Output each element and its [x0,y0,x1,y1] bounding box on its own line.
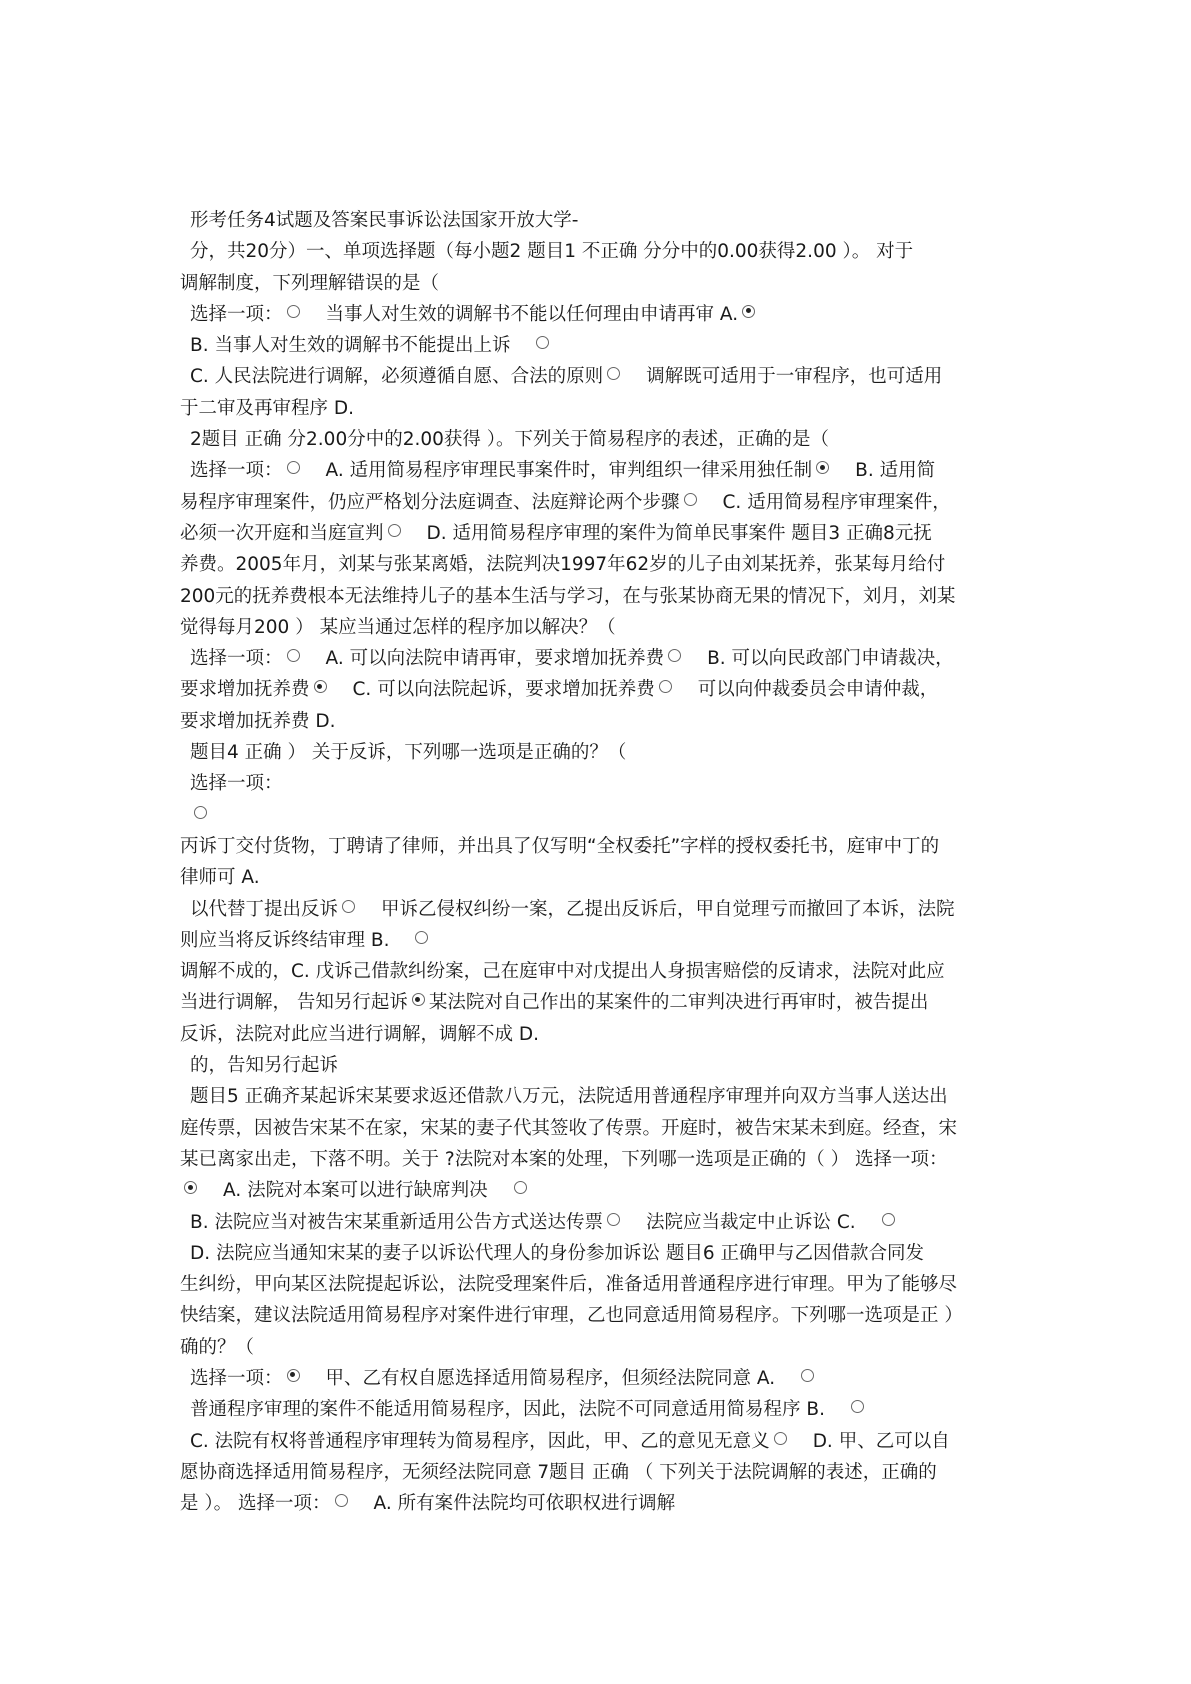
q3-radio-c[interactable] [314,680,327,693]
q3-radio-a[interactable] [287,649,300,662]
question-5-options-line: B. 法院应当对被告宋某重新适用公告方式送达传票 法院应当裁定中止诉讼 C. [180,1207,1022,1238]
q3-radio-b[interactable] [668,649,681,662]
question-3-stem: 养费。2005年月，刘某与张某离婚，法院判决1997年62岁的儿子由刘某抚养，张某每月给付 [180,554,946,576]
question-3-options-line: 选择一项： A. 可以向法院申请再审，要求增加抚养费 B. 可以向民政部门申请裁决， [190,648,954,670]
question-6-options-line: 普通程序审理的案件不能适用简易程序，因此，法院不可同意适用简易程序 B. [180,1394,1022,1425]
question-1-stem: 调解制度，下列理解错误的是（ [180,272,440,294]
q1-radio-d[interactable] [607,367,620,380]
q4-radio-d[interactable] [412,993,425,1006]
question-5-options-line: A. 法院对本案可以进行缺席判决 [180,1175,1022,1206]
question-4-prompt: 选择一项： [190,773,283,795]
question-3-stem: 200元的抚养费根本无法维持儿子的基本生活与学习，在与张某协商无果的情况下，刘月，刘某 [180,585,956,607]
question-2-header: 2题目 正确 分2.00分中的2.00获得 ）。下列关于简易程序的表述，正确的是（ [190,429,830,451]
question-3-options-line: 要求增加抚养费 C. 可以向法院起诉，要求增加抚养费 可以向仲裁委员会申请仲裁， [180,679,939,701]
q2-radio-b[interactable] [816,461,829,474]
question-4-options-line: 反诉，法院对此应当进行调解，调解不成 D. [180,1023,540,1045]
question-4-options-line: 律师可 A. [180,867,260,889]
q3-radio-d[interactable] [659,680,672,693]
question-4-options-line [180,800,1022,831]
q1-radio-b[interactable] [742,305,755,318]
q5-radio-a[interactable] [184,1181,197,1194]
question-6-stem: 确的？（ [180,1336,255,1358]
question-6-stem: 生纠纷，甲向某区法院提起诉讼，法院受理案件后，准备适用普通程序进行审理。甲为了能够尽 [180,1274,958,1296]
question-6-options-line: C. 法院有权将普通程序审理转为简易程序，因此，甲、乙的意见无意义 D. 甲、乙可以自 [190,1430,950,1452]
q5-radio-c[interactable] [607,1213,620,1226]
question-4-options-line: 调解不成的，C. 戊诉己借款纠纷案，己在庭审中对戊提出人身损害赔偿的反请求，法院对此应 [180,961,945,983]
q1-radio-a[interactable] [287,305,300,318]
question-1-options-line: 选择一项： 当事人对生效的调解书不能以任何理由申请再审 A. [180,299,1022,330]
question-4-options-line: 以代替丁提出反诉 甲诉乙侵权纠纷一案，乙提出反诉后，甲自觉理亏而撤回了本诉，法院 [190,898,955,920]
question-6-options-line: 选择一项： 甲、乙有权自愿选择适用简易程序，但须经法院同意 A. [180,1363,1022,1394]
q6-radio-d[interactable] [774,1432,787,1445]
q1-radio-c[interactable] [536,336,549,349]
question-1-options-line: C. 人民法院进行调解，必须遵循自愿、合法的原则 调解既可适用于一审程序，也可适用 [190,366,943,388]
question-5-header: 题目5 正确齐某起诉宋某要求返还借款八万元，法院适用普通程序审理并向双方当事人送达出 [190,1086,948,1108]
question-5-options-line: D. 法院应当通知宋某的妻子以诉讼代理人的身份参加诉讼 题目6 正确甲与乙因借款合同发 [190,1242,925,1264]
question-7-options-line: 是 ）。 选择一项： A. 所有案件法院均可依职权进行调解 [180,1493,676,1515]
question-4-options-line: 丙诉丁交付货物，丁聘请了律师，并出具了仅写明“全权委托”字样的授权委托书，庭审中丁的 [180,835,940,857]
question-1-header: 分，共20分）一、单项选择题（每小题2 题目1 不正确 分分中的0.00获得2.00 ）。 对于 [190,241,914,263]
question-3-options-line: 要求增加抚养费 D. [180,710,336,732]
document-title: 形考任务4试题及答案民事诉讼法国家开放大学- [190,210,579,231]
q5-radio-b[interactable] [514,1181,527,1194]
question-7-header: 愿协商选择适用简易程序，无须经法院同意 7题目 正确 （ 下列关于法院调解的表述，正确的 [180,1461,937,1483]
q6-radio-b[interactable] [801,1369,814,1382]
question-4-options-line: 的，告知另行起诉 [190,1055,339,1077]
document-body [180,205,1022,1519]
q6-radio-a[interactable] [287,1369,300,1382]
question-2-options-line: 必须一次开庭和当庭宣判 D. 适用简易程序审理的案件为简单民事案件 题目3 正确8元抚 [180,522,932,544]
q4-radio-a[interactable] [194,806,207,819]
question-4-header: 题目4 正确 ） 关于反诉，下列哪一选项是正确的？（ [190,742,627,764]
q2-radio-c[interactable] [684,493,697,506]
question-1-options-line: B. 当事人对生效的调解书不能提出上诉 [180,330,1022,361]
q2-radio-d[interactable] [388,524,401,537]
q4-radio-c[interactable] [415,931,428,944]
q2-radio-a[interactable] [287,461,300,474]
question-5-stem: 某已离家出走，下落不明。关于 ?法院对本案的处理，下列哪一选项是正确的（ ） 选择一项： [180,1148,948,1170]
question-6-stem: 快结案，建议法院适用简易程序对案件进行审理，乙也同意适用简易程序。下列哪一选项是正 ） [180,1305,963,1327]
q6-radio-c[interactable] [851,1400,864,1413]
question-2-options-line: 易程序审理案件，仍应严格划分法庭调查、法庭辩论两个步骤 C. 适用简易程序审理案件， [180,491,951,513]
q5-radio-d[interactable] [882,1213,895,1226]
question-2-options-line: 选择一项： A. 适用简易程序审理民事案件时，审判组织一律采用独任制 B. 适用简 [190,460,936,482]
question-4-options-line: 则应当将反诉终结审理 B. [180,925,1022,956]
q4-radio-b[interactable] [342,900,355,913]
question-5-stem: 庭传票，因被告宋某不在家，宋某的妻子代其签收了传票。开庭时，被告宋某未到庭。经查，宋 [180,1117,958,1139]
question-3-stem: 觉得每月200 ） 某应当通过怎样的程序加以解决？（ [180,616,616,638]
question-4-options-line: 当进行调解， 告知另行起诉 某法院对自己作出的某案件的二审判决进行再审时，被告提出 [180,992,929,1014]
q7-radio-a[interactable] [335,1494,348,1507]
question-1-options-line: 于二审及再审程序 D. [180,397,355,419]
